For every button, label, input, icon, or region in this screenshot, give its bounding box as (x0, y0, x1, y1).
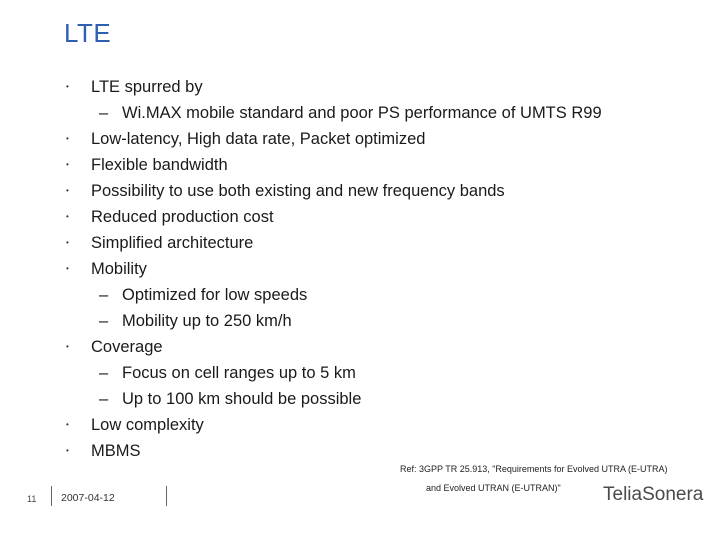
slide-footer (0, 484, 720, 540)
bullet-text: Reduced production cost (91, 208, 274, 226)
bullet-icon: • (66, 212, 69, 221)
bullet-text: Up to 100 km should be possible (122, 390, 362, 408)
bullet-icon: • (66, 342, 69, 351)
bullet-text: Focus on cell ranges up to 5 km (122, 364, 356, 382)
bullet-text: Mobility up to 250 km/h (122, 312, 292, 330)
bullet-icon: • (66, 446, 69, 455)
bullet-icon: • (66, 82, 69, 91)
reference-line-2: and Evolved UTRAN (E-UTRAN)" (426, 483, 561, 493)
bullet-text: Low complexity (91, 416, 204, 434)
bullet-text: Wi.MAX mobile standard and poor PS performance of UMTS R99 (122, 104, 602, 122)
dash-icon: – (99, 364, 109, 382)
bullet-text: Coverage (91, 338, 163, 356)
bullet-text: MBMS (91, 442, 141, 460)
dash-icon: – (99, 390, 109, 408)
bullet-icon: • (66, 264, 69, 273)
bullet-icon: • (66, 186, 69, 195)
bullet-icon: • (66, 420, 69, 429)
bullet-text: Low-latency, High data rate, Packet optimized (91, 130, 426, 148)
brand-logo: TeliaSonera (603, 484, 704, 505)
bullet-text: Optimized for low speeds (122, 286, 308, 304)
bullet-text: LTE spurred by (91, 78, 203, 96)
bullet-text: Simplified architecture (91, 234, 254, 252)
page-number: 11 (27, 494, 37, 504)
footer-divider (166, 486, 167, 506)
slide-title: LTE (64, 18, 112, 48)
bullet-text: Possibility to use both existing and new frequency bands (91, 182, 505, 200)
bullet-icon: • (66, 238, 69, 247)
dash-icon: – (99, 286, 109, 304)
bullet-text: Flexible bandwidth (91, 156, 228, 174)
bullet-text: Mobility (91, 260, 147, 278)
bullet-icon: • (66, 134, 69, 143)
reference-line-1: Ref: 3GPP TR 25.913, "Requirements for Evolved UTRA (E-UTRA) (400, 464, 668, 474)
footer-date: 2007-04-12 (61, 492, 115, 504)
dash-icon: – (99, 312, 109, 330)
bullet-icon: • (66, 160, 69, 169)
dash-icon: – (99, 104, 109, 122)
footer-divider (51, 486, 52, 506)
